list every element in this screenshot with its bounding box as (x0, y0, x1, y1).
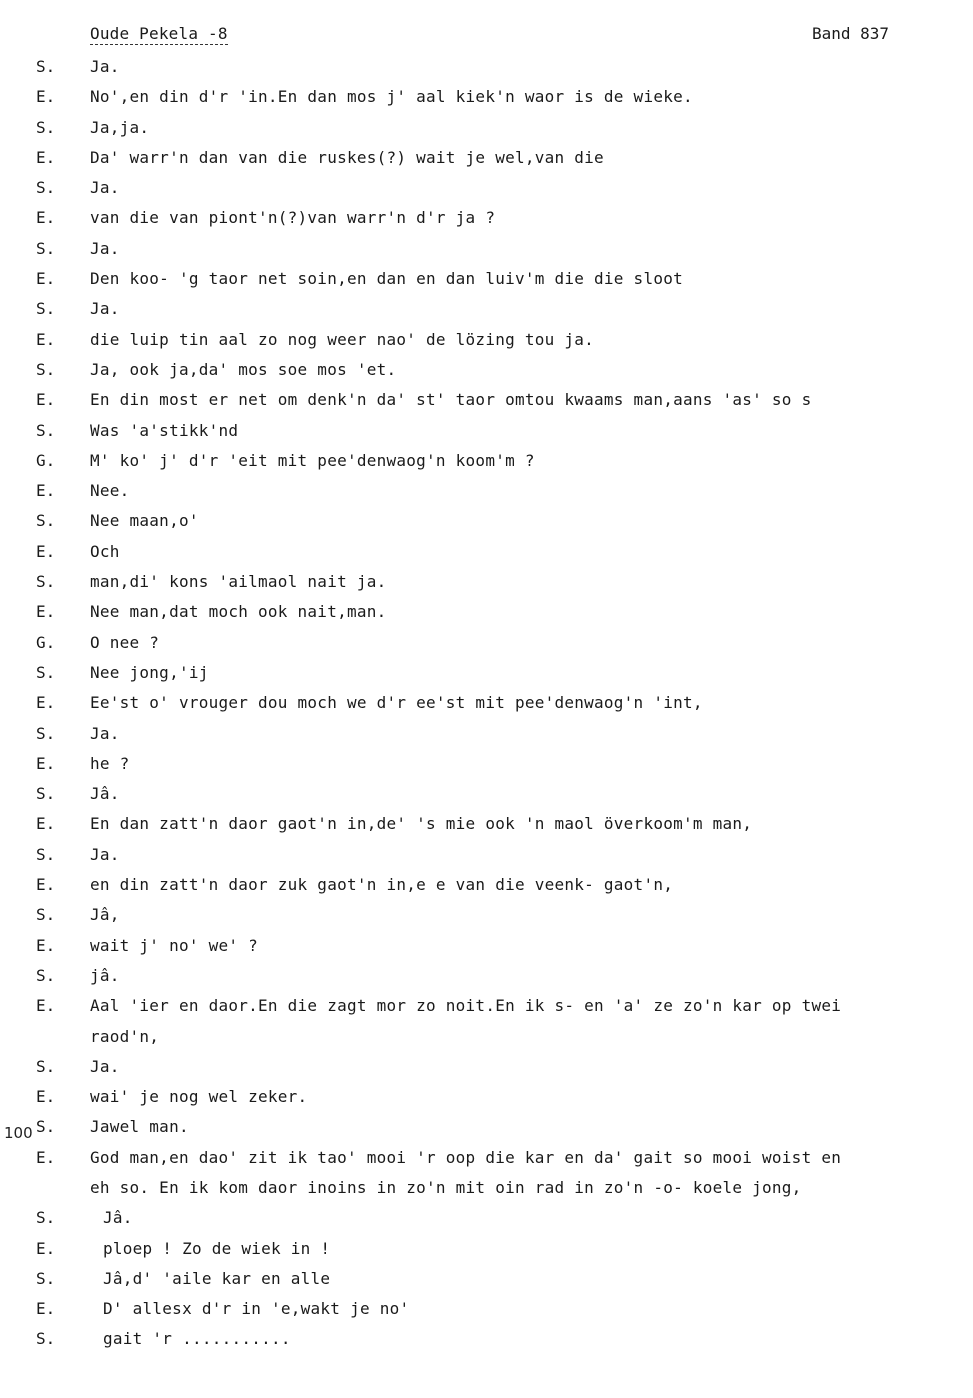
utterance-text: Ja. (90, 178, 120, 198)
utterance-text: man,di' kons 'ailmaol nait ja. (90, 572, 387, 592)
speaker-label: E. (36, 1087, 56, 1107)
utterance-text: Jâ. (90, 784, 120, 804)
transcript-line (0, 870, 973, 900)
transcript-line (0, 840, 973, 870)
utterance-text: Aal 'ier en daor.En die zagt mor zo noit.En ik s- en 'a' ze zo'n kar op twei (90, 996, 842, 1016)
utterance-text: ploep ! Zo de wiek in ! (103, 1238, 331, 1258)
transcript-line (0, 52, 973, 82)
utterance-text: D' allesx d'r in 'e,wakt je no' (103, 1299, 410, 1319)
transcript-line (0, 1022, 973, 1052)
transcript-line (0, 779, 973, 809)
utterance-text: Nee jong,'ij (90, 662, 209, 682)
transcript-lines (0, 52, 973, 1355)
speaker-label: S. (36, 359, 56, 379)
utterance-text: Nee man,dat moch ook nait,man. (90, 602, 387, 622)
utterance-text: Jawel man. (90, 1117, 189, 1137)
utterance-text: Was 'a'stikk'nd (90, 420, 239, 440)
transcript-line (0, 325, 973, 355)
speaker-label: S. (36, 420, 56, 440)
transcript-line (0, 476, 973, 506)
speaker-label: G. (36, 632, 56, 652)
speaker-label: E. (36, 208, 56, 228)
utterance-text: Ja. (90, 57, 120, 76)
document-title: Oude Pekela -8 (90, 24, 228, 43)
utterance-text: Nee. (90, 481, 130, 501)
transcript-line (0, 931, 973, 961)
band-number: Band 837 (811, 24, 889, 43)
utterance-text: wai' je nog wel zeker. (90, 1087, 308, 1107)
utterance-text: En din most er net om denk'n da' st' taor omtou kwaams man,aans 'as' so s (90, 390, 812, 410)
speaker-label: S. (36, 1268, 56, 1288)
transcript-line (0, 294, 973, 324)
speaker-label: S. (36, 572, 56, 592)
utterance-text: O nee ? (90, 632, 160, 652)
speaker-label: E. (36, 1299, 56, 1319)
utterance-text: God man,en dao' zit ik tao' mooi 'r oop die kar en da' gait so mooi woist en (90, 1147, 842, 1167)
speaker-label: S. (36, 1056, 56, 1076)
transcript-line (0, 264, 973, 294)
transcript-line (0, 961, 973, 991)
transcript-line (0, 719, 973, 749)
utterance-text: Ee'st o' vrouger dou moch we d'r ee'st mit pee'denwaog'n 'int, (90, 693, 703, 713)
utterance-text: No',en din d'r 'in.En dan mos j' aal kiek'n waor is de wieke. (90, 87, 693, 107)
utterance-text: Ja. (90, 299, 120, 319)
speaker-label: S. (36, 844, 56, 864)
transcript-line (0, 416, 973, 446)
transcript-line (0, 355, 973, 385)
transcript-line (0, 506, 973, 536)
utterance-text: Da' warr'n dan van die ruskes(?) wait je wel,van die (90, 147, 604, 167)
transcript-line (0, 1082, 973, 1112)
utterance-text: Jâ,d' 'aile kar en alle (103, 1268, 331, 1288)
transcript-line (0, 900, 973, 930)
utterance-text: Ja. (90, 238, 120, 258)
utterance-text: Jâ. (103, 1208, 133, 1228)
speaker-label: S. (36, 965, 56, 985)
speaker-label: E. (36, 541, 56, 561)
transcript-line (0, 809, 973, 839)
speaker-label: S. (36, 57, 56, 76)
transcript-line (0, 749, 973, 779)
utterance-text: gait 'r ........... (103, 1329, 291, 1349)
speaker-label: E. (36, 875, 56, 895)
transcript-line (0, 143, 973, 173)
transcript-line (0, 1234, 973, 1264)
margin-line-number: 100 (4, 1124, 33, 1142)
utterance-text: M' ko' j' d'r 'eit mit pee'denwaog'n koom'm ? (90, 450, 535, 470)
speaker-label: S. (36, 511, 56, 531)
speaker-label: E. (36, 935, 56, 955)
transcript-line (0, 82, 973, 112)
transcript-line (0, 173, 973, 203)
transcript-line (0, 628, 973, 658)
speaker-label: E. (36, 329, 56, 349)
transcript-line (0, 658, 973, 688)
speaker-label: E. (36, 147, 56, 167)
utterance-text: En dan zatt'n daor gaot'n in,de' 's mie ook 'n maol överkoom'm man, (90, 814, 753, 834)
speaker-label: S. (36, 178, 56, 198)
speaker-label: E. (36, 996, 56, 1016)
speaker-label: E. (36, 1147, 56, 1167)
speaker-label: E. (36, 693, 56, 713)
speaker-label: S. (36, 117, 56, 137)
utterance-text: Den koo- 'g taor net soin,en dan en dan luiv'm die die sloot (90, 269, 683, 289)
transcript-line (0, 1143, 973, 1173)
speaker-label: E. (36, 753, 56, 773)
transcript-line (0, 1264, 973, 1294)
utterance-text: Ja. (90, 844, 120, 864)
speaker-label: S. (36, 1329, 56, 1349)
transcript-line (0, 1173, 973, 1203)
speaker-label: E. (36, 814, 56, 834)
utterance-text: raod'n, (90, 1026, 160, 1046)
speaker-label: E. (36, 602, 56, 622)
utterance-text: he ? (90, 753, 130, 773)
transcript-line (0, 1052, 973, 1082)
speaker-label: S. (36, 1117, 56, 1137)
speaker-label: S. (36, 299, 56, 319)
transcript-line (0, 446, 973, 476)
transcript-line (0, 537, 973, 567)
transcript-line (0, 385, 973, 415)
transcript-line (0, 113, 973, 143)
utterance-text: eh so. En ik kom daor inoins in zo'n mit oin rad in zo'n -o- koele jong, (90, 1177, 802, 1197)
speaker-label: E. (36, 1238, 56, 1258)
transcript-line (0, 1324, 973, 1354)
speaker-label: E. (36, 269, 56, 289)
utterance-text: van die van piont'n(?)van warr'n d'r ja ? (90, 208, 496, 228)
utterance-text: en din zatt'n daor zuk gaot'n in,e e van die veenk- gaot'n, (90, 875, 674, 895)
transcript-line (0, 1294, 973, 1324)
utterance-text: Ja,ja. (90, 117, 150, 137)
utterance-text: Jâ, (90, 905, 120, 925)
transcript-line (0, 597, 973, 627)
speaker-label: S. (36, 1208, 56, 1228)
speaker-label: S. (36, 905, 56, 925)
utterance-text: Ja. (90, 1056, 120, 1076)
transcript-line (0, 567, 973, 597)
speaker-label: S. (36, 238, 56, 258)
utterance-text: Ja. (90, 723, 120, 743)
utterance-text: Ja, ook ja,da' mos soe mos 'et. (90, 359, 397, 379)
utterance-text: die luip tin aal zo nog weer nao' de lözing tou ja. (90, 329, 595, 349)
speaker-label: S. (36, 662, 56, 682)
transcript-line (0, 1112, 973, 1142)
speaker-label: S. (36, 723, 56, 743)
speaker-label: S. (36, 784, 56, 804)
transcript-line (0, 688, 973, 718)
speaker-label: G. (36, 450, 56, 470)
transcript-line (0, 1203, 973, 1233)
speaker-label: E. (36, 390, 56, 410)
transcript-line (0, 203, 973, 233)
speaker-label: E. (36, 87, 56, 107)
page-header (0, 22, 973, 48)
transcript-line (0, 234, 973, 264)
speaker-label: E. (36, 481, 56, 501)
utterance-text: jâ. (90, 965, 120, 985)
transcript-line (0, 991, 973, 1021)
utterance-text: Nee maan,o' (90, 511, 199, 531)
utterance-text: wait j' no' we' ? (90, 935, 259, 955)
utterance-text: Och (90, 541, 120, 561)
